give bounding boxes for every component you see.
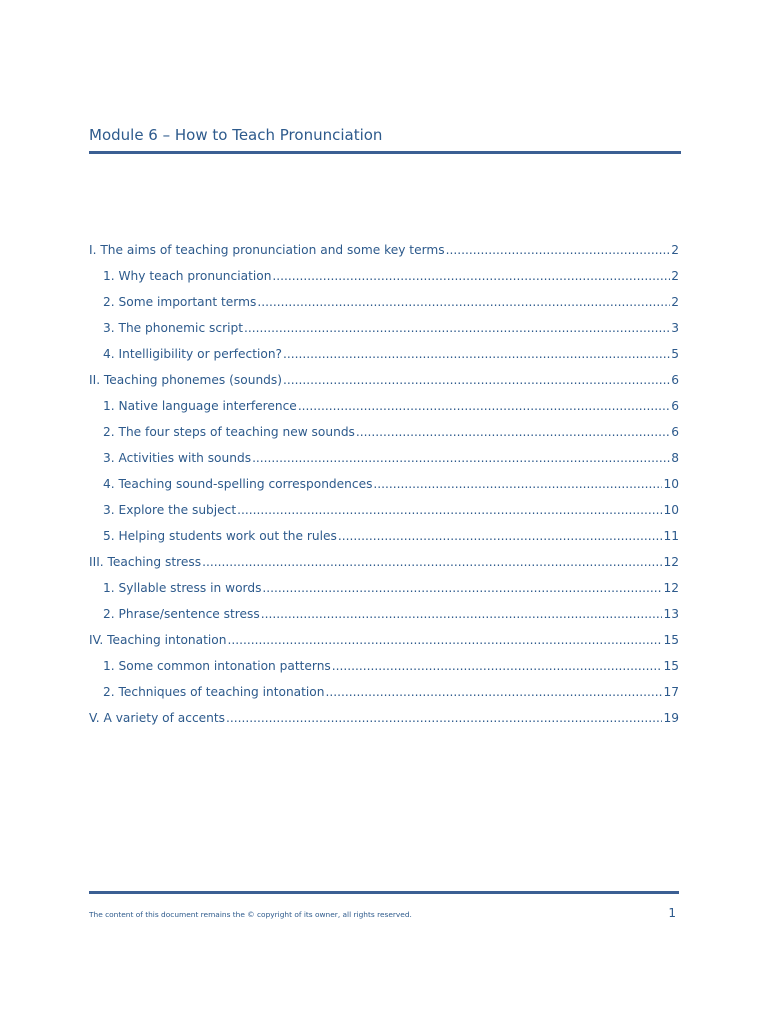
toc-entry[interactable] — [89, 555, 679, 581]
toc-dot-leader — [326, 685, 663, 699]
toc-entry-page: 11 — [663, 529, 679, 543]
toc-entry-page: 10 — [663, 477, 679, 491]
toc-entry-page: 2 — [671, 295, 679, 309]
toc-entry-page: 10 — [663, 503, 679, 517]
toc-entry[interactable] — [89, 685, 679, 711]
toc-entry[interactable] — [89, 321, 679, 347]
toc-dot-leader — [283, 347, 670, 361]
toc-entry-page: 5 — [671, 347, 679, 361]
toc-entry[interactable] — [89, 529, 679, 555]
toc-entry-label: 1. Syllable stress in words — [103, 581, 262, 595]
toc-entry-label: IV. Teaching intonation — [89, 633, 227, 647]
title-divider — [89, 151, 681, 154]
toc-dot-leader — [261, 607, 663, 621]
toc-dot-leader — [227, 633, 662, 647]
toc-entry-label: I. The aims of teaching pronunciation and some key terms — [89, 243, 445, 257]
toc-dot-leader — [202, 555, 662, 569]
toc-dot-leader — [338, 529, 663, 543]
toc-dot-leader — [237, 503, 662, 517]
toc-entry[interactable] — [89, 451, 679, 477]
toc-entry-label: 2. Phrase/sentence stress — [103, 607, 260, 621]
toc-entry-label: 4. Teaching sound-spelling correspondences — [103, 477, 373, 491]
toc-entry[interactable] — [89, 711, 679, 737]
toc-entry[interactable] — [89, 581, 679, 607]
toc-entry[interactable] — [89, 425, 679, 451]
toc-entry[interactable] — [89, 659, 679, 685]
toc-entry-label: 3. The phonemic script — [103, 321, 243, 335]
page-title: Module 6 – How to Teach Pronunciation — [89, 126, 383, 144]
toc-entry-page: 17 — [663, 685, 679, 699]
toc-entry-page: 8 — [671, 451, 679, 465]
toc-entry[interactable] — [89, 295, 679, 321]
toc-entry-label: 3. Activities with sounds — [103, 451, 252, 465]
toc-entry-label: 1. Native language interference — [103, 399, 297, 413]
table-of-contents — [89, 243, 679, 737]
toc-dot-leader — [262, 581, 662, 595]
toc-dot-leader — [446, 243, 671, 257]
toc-entry-label: 1. Why teach pronunciation — [103, 269, 272, 283]
toc-dot-leader — [272, 269, 670, 283]
toc-entry-page: 15 — [663, 659, 679, 673]
toc-entry-label: 4. Intelligibility or perfection? — [103, 347, 283, 361]
toc-entry-page: 12 — [663, 581, 679, 595]
toc-entry[interactable] — [89, 607, 679, 633]
page-number: 1 — [668, 906, 676, 920]
toc-entry[interactable] — [89, 243, 679, 269]
footer-copyright: The content of this document remains the © copyright of its owner, all rights reserved. — [89, 910, 412, 919]
toc-entry-label: 2. Some important terms — [103, 295, 257, 309]
toc-entry-page: 6 — [671, 399, 679, 413]
toc-entry[interactable] — [89, 373, 679, 399]
toc-dot-leader — [332, 659, 663, 673]
toc-dot-leader — [252, 451, 670, 465]
toc-entry-page: 12 — [663, 555, 679, 569]
toc-dot-leader — [356, 425, 670, 439]
toc-entry[interactable] — [89, 633, 679, 659]
toc-dot-leader — [244, 321, 670, 335]
toc-entry-page: 13 — [663, 607, 679, 621]
toc-entry-label: 2. Techniques of teaching intonation — [103, 685, 325, 699]
toc-entry-page: 19 — [663, 711, 679, 725]
toc-entry[interactable] — [89, 347, 679, 373]
toc-entry-page: 15 — [663, 633, 679, 647]
toc-dot-leader — [373, 477, 662, 491]
toc-dot-leader — [226, 711, 662, 725]
toc-entry-label: 3. Explore the subject — [103, 503, 237, 517]
toc-entry-page: 6 — [671, 373, 679, 387]
toc-dot-leader — [298, 399, 670, 413]
toc-entry-page: 6 — [671, 425, 679, 439]
toc-dot-leader — [257, 295, 670, 309]
footer-divider — [89, 891, 679, 894]
toc-entry-label: 5. Helping students work out the rules — [103, 529, 337, 543]
toc-entry-page: 3 — [671, 321, 679, 335]
toc-entry-label: II. Teaching phonemes (sounds) — [89, 373, 283, 387]
toc-entry-label: III. Teaching stress — [89, 555, 202, 569]
toc-entry-page: 2 — [671, 243, 679, 257]
toc-dot-leader — [283, 373, 670, 387]
toc-entry[interactable] — [89, 399, 679, 425]
toc-entry-label: V. A variety of accents — [89, 711, 226, 725]
toc-entry-label: 2. The four steps of teaching new sounds — [103, 425, 355, 439]
toc-entry-page: 2 — [671, 269, 679, 283]
toc-entry-label: 1. Some common intonation patterns — [103, 659, 331, 673]
toc-entry[interactable] — [89, 503, 679, 529]
toc-entry[interactable] — [89, 269, 679, 295]
toc-entry[interactable] — [89, 477, 679, 503]
